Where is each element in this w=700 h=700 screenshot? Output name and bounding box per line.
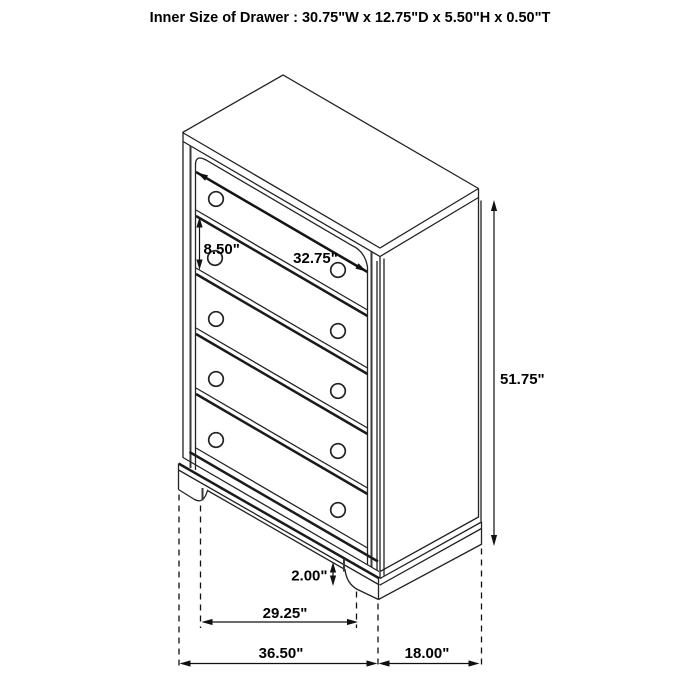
arrowhead-left-icon bbox=[202, 619, 213, 625]
base-side-molding-edge bbox=[380, 529, 482, 586]
base-side-bottom-edge bbox=[379, 544, 483, 600]
base-plinth bbox=[179, 464, 483, 600]
base-molding-edge bbox=[179, 470, 380, 585]
arrowhead-up-icon bbox=[491, 200, 497, 211]
knob bbox=[331, 384, 346, 399]
arrowhead-right-icon bbox=[469, 660, 480, 666]
dim-base-cutout-width bbox=[202, 605, 359, 625]
knob bbox=[209, 433, 224, 448]
dim-drawer-front-width-label: 32.75" bbox=[293, 250, 338, 267]
bottom-rail-edge bbox=[190, 452, 379, 562]
arrowhead-down-icon bbox=[491, 535, 497, 546]
dim-drawer-front-height-label: 8.50" bbox=[203, 241, 240, 258]
knob bbox=[209, 372, 224, 387]
dim-overall-height-label: 51.75" bbox=[500, 371, 545, 388]
knob bbox=[209, 192, 224, 207]
arrowhead-right-icon bbox=[347, 619, 358, 625]
arrowhead-right-icon bbox=[367, 660, 378, 666]
dim-overall-width-label: 36.50" bbox=[258, 645, 304, 662]
knob bbox=[331, 444, 346, 459]
dim-base-cutout-width-label: 29.25" bbox=[262, 605, 308, 622]
dim-overall-width bbox=[180, 645, 378, 667]
top-surface bbox=[183, 75, 479, 257]
drawer-4 bbox=[196, 334, 368, 488]
dim-overall-depth bbox=[379, 645, 480, 667]
drawer-3 bbox=[196, 274, 368, 428]
arrowhead-left-icon bbox=[379, 660, 390, 666]
page-title: Inner Size of Drawer : 30.75"W x 12.75"D x 5.50"H x 0.50"T bbox=[149, 10, 551, 26]
arrowhead-down-icon bbox=[330, 576, 336, 587]
base-side-top-edge bbox=[380, 522, 482, 579]
dim-overall-height bbox=[491, 200, 545, 546]
dim-base-clearance-label: 2.00" bbox=[291, 567, 328, 585]
top-back-edges bbox=[183, 75, 479, 189]
extension-lines bbox=[179, 495, 482, 668]
side-panel bbox=[380, 189, 481, 572]
knob bbox=[331, 503, 346, 518]
base-top-edge bbox=[179, 464, 380, 579]
arrowhead-downright-icon bbox=[355, 263, 366, 271]
arrowhead-left-icon bbox=[180, 660, 191, 666]
knob bbox=[331, 324, 346, 339]
knob bbox=[209, 312, 224, 327]
dim-overall-depth-label: 18.00" bbox=[404, 645, 450, 662]
side-bottom-edge bbox=[380, 517, 479, 572]
arrowhead-upleft-icon bbox=[197, 173, 208, 181]
dim-base-clearance bbox=[291, 562, 336, 586]
body-bottom-edge bbox=[183, 458, 379, 572]
